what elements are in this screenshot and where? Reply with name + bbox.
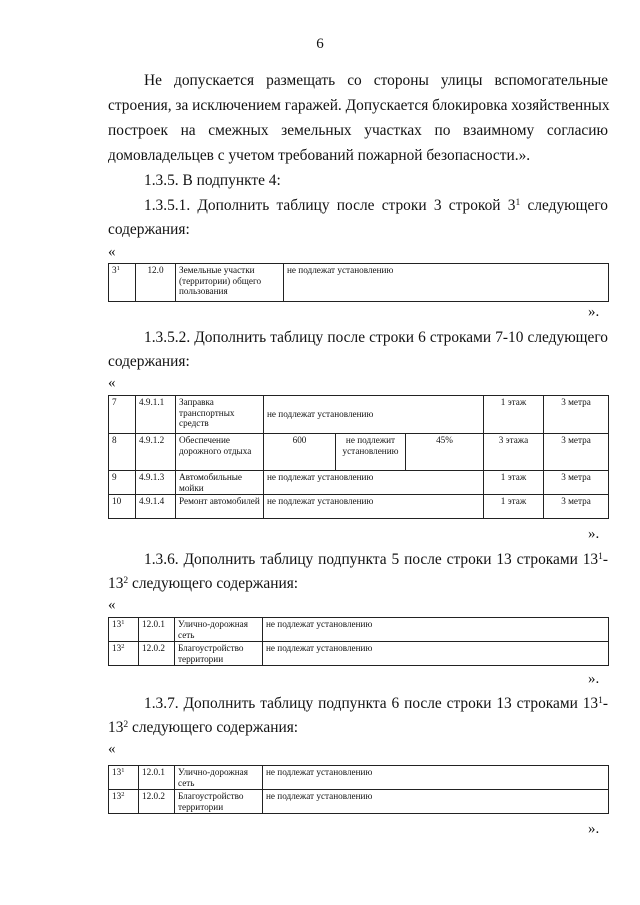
row-value: не подлежит установлению — [336, 434, 406, 471]
table-row — [109, 618, 609, 642]
row-name: Благоустройство территории — [175, 642, 263, 666]
item-1-3-5-2: 1.3.5.2. Дополнить таблицу после строки 6 строками 7-10 следующего — [144, 329, 608, 346]
row-floors: 1 этаж — [484, 471, 544, 495]
open-quote: « — [108, 244, 116, 260]
row-name: Ремонт автомобилей — [176, 495, 264, 519]
row-height: 3 метра — [544, 396, 609, 434]
close-quote: ». — [588, 304, 600, 320]
table-row — [109, 766, 609, 790]
row-number: $13^1$ — [109, 618, 139, 642]
row-value: не подлежат установлению — [263, 766, 609, 790]
row-name: Благоустройство территории — [175, 790, 263, 814]
row-percent: 45% — [406, 434, 484, 471]
row-floors: 1 этаж — [484, 495, 544, 519]
item-1-3-7-cont: $13^2$ следующего содержания: — [108, 718, 299, 736]
paragraph-line: построек на смежных земельных участках по взаимному согласию — [108, 122, 608, 139]
row-code: 12.0.1 — [139, 766, 175, 790]
row-name: Заправка транспортных средств — [176, 396, 264, 434]
row-code: 12.0 — [136, 264, 176, 302]
row-number: $13^2$ — [109, 642, 139, 666]
row-height: 3 метра — [544, 471, 609, 495]
row-code: 4.9.1.1 — [136, 396, 176, 434]
item-1-3-5-1: 1.3.5.1. Дополнить таблицу после строки 3 строкой $3^1$ следующего — [144, 196, 608, 214]
paragraph-line: домовладельцев с учетом требований пожарной безопасности.». — [108, 147, 531, 164]
open-quote: « — [108, 597, 116, 613]
row-name: Обеспечение дорожного отдыха — [176, 434, 264, 471]
table-row — [109, 495, 609, 519]
open-quote: « — [108, 375, 116, 391]
item-1-3-5-2-cont: содержания: — [108, 353, 190, 370]
row-code: 4.9.1.4 — [136, 495, 176, 519]
row-value: не подлежат установлению — [263, 618, 609, 642]
table-row — [109, 790, 609, 814]
row-value: не подлежат установлению — [263, 790, 609, 814]
table-4 — [108, 765, 609, 814]
row-number: 10 — [109, 495, 136, 519]
row-number: 9 — [109, 471, 136, 495]
row-name: Автомобильные мойки — [176, 471, 264, 495]
close-quote: ». — [588, 821, 600, 837]
row-value: не подлежат установлению — [284, 264, 609, 302]
row-code: 12.0.2 — [139, 642, 175, 666]
row-height: 3 метра — [544, 495, 609, 519]
row-code: 12.0.2 — [139, 790, 175, 814]
row-value: не подлежат установлению — [264, 495, 484, 519]
open-quote: « — [108, 741, 116, 757]
close-quote: ». — [588, 671, 600, 687]
page-number: 6 — [316, 36, 324, 52]
row-value: не подлежат установлению — [264, 471, 484, 495]
row-number: $13^2$ — [109, 790, 139, 814]
row-floors: 3 этажа — [484, 434, 544, 471]
paragraph-line: Не допускается размещать со стороны улицы вспомогательные — [144, 72, 608, 89]
row-name: Земельные участки (территории) общего пользования — [176, 264, 284, 302]
item-1-3-6: 1.3.6. Дополнить таблицу подпункта 5 после строки 13 строками $13^1-$ — [144, 550, 608, 568]
item-1-3-5: 1.3.5. В подпункте 4: — [144, 172, 281, 189]
item-1-3-5-1-cont: содержания: — [108, 221, 190, 238]
table-3 — [108, 617, 609, 666]
row-number: $3^1$ — [109, 264, 136, 302]
row-code: 4.9.1.3 — [136, 471, 176, 495]
row-code: 12.0.1 — [139, 618, 175, 642]
row-value: не подлежат установлению — [264, 396, 484, 434]
table-row — [109, 264, 609, 302]
table-row — [109, 471, 609, 495]
item-1-3-6-cont: $13^2$ следующего содержания: — [108, 574, 299, 592]
row-floors: 1 этаж — [484, 396, 544, 434]
close-quote: ». — [588, 526, 600, 542]
table-1 — [108, 263, 609, 302]
row-number: 8 — [109, 434, 136, 471]
table-2 — [108, 395, 609, 519]
table-row — [109, 434, 609, 471]
row-area: 600 — [264, 434, 336, 471]
row-number: $13^1$ — [109, 766, 139, 790]
row-name: Улично-дорожная сеть — [175, 766, 263, 790]
paragraph-line: строения, за исключением гаражей. Допускается блокировка хозяйственных — [108, 97, 610, 114]
table-row — [109, 396, 609, 434]
row-value: не подлежат установлению — [263, 642, 609, 666]
row-name: Улично-дорожная сеть — [175, 618, 263, 642]
row-number: 7 — [109, 396, 136, 434]
row-height: 3 метра — [544, 434, 609, 471]
table-row — [109, 642, 609, 666]
item-1-3-7: 1.3.7. Дополнить таблицу подпункта 6 после строки 13 строками $13^1-$ — [144, 694, 608, 712]
row-code: 4.9.1.2 — [136, 434, 176, 471]
